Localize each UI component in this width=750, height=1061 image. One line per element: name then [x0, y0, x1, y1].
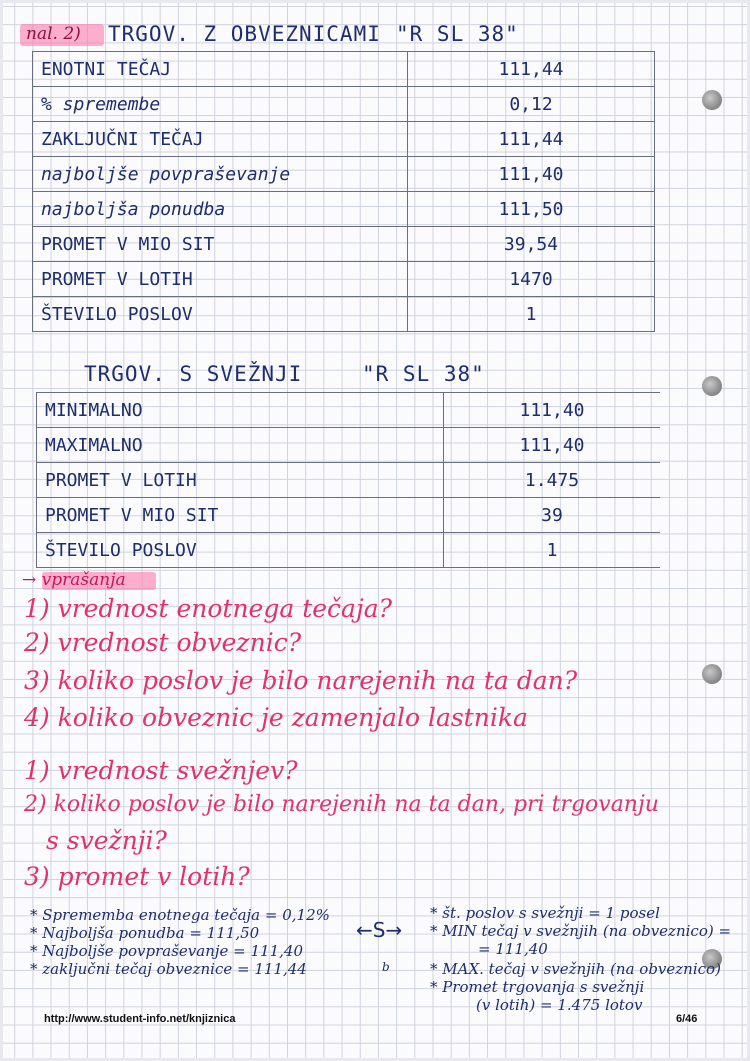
answer-right-3: = 111,40 — [478, 940, 548, 958]
row-label: % spremembe — [33, 87, 408, 122]
row-value: 111,50 — [408, 192, 655, 227]
row-label: najboljše povpraševanje — [33, 157, 408, 192]
bond-question-1: 1) vrednost enotnega tečaja? — [24, 594, 393, 623]
section2-title: TRGOV. S SVEŽNJI — [84, 362, 303, 386]
row-label: ŠTEVILO POSLOV — [33, 297, 408, 332]
row-value: 39,54 — [408, 227, 655, 262]
answer-left-3: * Najboljše povpraševanje = 111,40 — [30, 942, 304, 960]
row-value: 1.475 — [444, 463, 661, 498]
table-row — [33, 297, 655, 332]
table-row — [33, 262, 655, 297]
row-label: ENOTNI TEČAJ — [33, 52, 408, 87]
answer-right-1: * št. poslov s svežnji = 1 posel — [430, 904, 660, 922]
row-value: 111,40 — [408, 157, 655, 192]
row-value: 111,44 — [408, 122, 655, 157]
answer-right-4: * MAX. tečaj v svežnjih (na obveznico) — [430, 960, 721, 978]
table-row — [37, 498, 661, 533]
bundle-table — [36, 392, 660, 568]
bundle-question-2: 2) koliko poslov je bilo narejenih na ta dan, pri trgovanju — [24, 792, 659, 817]
row-label: ZAKLJUČNI TEČAJ — [33, 122, 408, 157]
binder-hole-3 — [702, 664, 722, 684]
answer-left-1: * Sprememba enotnega tečaja = 0,12% — [30, 906, 330, 924]
footer-url[interactable]: http://www.student-info.net/knjiznica — [44, 1013, 236, 1025]
section1-tag: nal. 2) — [26, 24, 81, 44]
questions-tag: → vprašanja — [22, 570, 126, 590]
row-label: PROMET V LOTIH — [33, 262, 408, 297]
bundle-question-3: 3) promet v lotih? — [24, 862, 250, 891]
middle-note: b — [382, 960, 390, 974]
table-row — [33, 52, 655, 87]
bond-question-2: 2) vrednost obveznic? — [24, 628, 302, 657]
footer-page-number: 6/46 — [676, 1013, 698, 1025]
bundle-question-1: 1) vrednost svežnjev? — [24, 756, 298, 785]
binder-hole-1 — [702, 90, 722, 110]
row-label: MINIMALNO — [37, 393, 444, 428]
table-row — [37, 428, 661, 463]
table-row — [37, 393, 661, 428]
table-row — [33, 122, 655, 157]
row-label: PROMET V MIO SIT — [33, 227, 408, 262]
row-value: 39 — [444, 498, 661, 533]
answer-right-5: * Promet trgovanja s svežnji — [430, 978, 645, 996]
row-value: 1470 — [408, 262, 655, 297]
answer-left-4: * zaključni tečaj obveznice = 111,44 — [30, 960, 307, 978]
row-value: 1 — [408, 297, 655, 332]
table-row — [33, 227, 655, 262]
bundle-question-2-cont: s svežnji? — [46, 826, 167, 855]
answer-right-2: * MIN tečaj v svežnjih (na obveznico) = — [430, 922, 732, 940]
answer-left-2: * Najboljša ponudba = 111,50 — [30, 924, 260, 942]
swap-arrow-icon: ←S→ — [356, 918, 403, 942]
table-row — [37, 533, 661, 568]
row-label: ŠTEVILO POSLOV — [37, 533, 444, 568]
table-row — [37, 463, 661, 498]
table-row — [33, 87, 655, 122]
table-row — [33, 192, 655, 227]
row-label: MAXIMALNO — [37, 428, 444, 463]
section2-code: "R SL 38" — [362, 362, 485, 386]
section1-code: "R SL 38" — [396, 22, 519, 46]
row-value: 111,44 — [408, 52, 655, 87]
section1-title: TRGOV. Z OBVEZNICAMI — [108, 22, 381, 46]
answer-right-6: (v lotih) = 1.475 lotov — [476, 996, 643, 1014]
binder-hole-2 — [702, 376, 722, 396]
row-value: 111,40 — [444, 428, 661, 463]
bond-question-4: 4) koliko obveznic je zamenjalo lastnika — [24, 703, 528, 732]
row-label: PROMET V MIO SIT — [37, 498, 444, 533]
row-value: 0,12 — [408, 87, 655, 122]
bond-table — [32, 51, 655, 332]
row-value: 1 — [444, 533, 661, 568]
row-label: najboljša ponudba — [33, 192, 408, 227]
row-value: 111,40 — [444, 393, 661, 428]
row-label: PROMET V LOTIH — [37, 463, 444, 498]
bond-question-3: 3) koliko poslov je bilo narejenih na ta dan? — [24, 666, 578, 695]
table-row — [33, 157, 655, 192]
